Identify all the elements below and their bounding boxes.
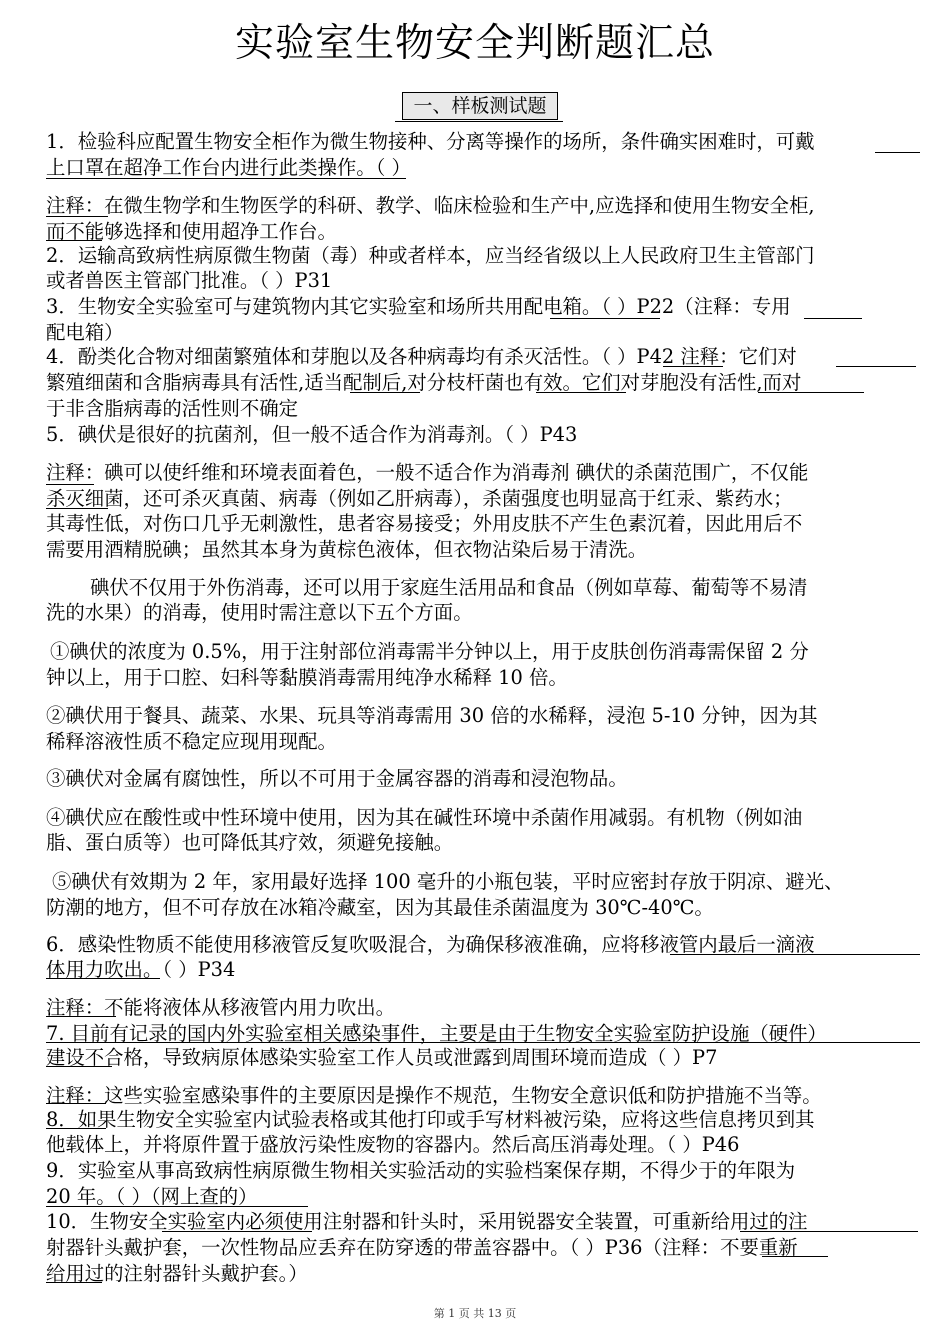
text-line: 2．运输高致病性病原微生物菌（毒）种或者样本，应当经省级以上人民政府卫生主管部门 [46,244,815,267]
text-line: 7. 目前有记录的国内外实验室相关感染事件，主要是由于生物安全实验室防护设施（硬件） [46,1022,827,1045]
text-line: 20 年。（ ）（网上查的） [46,1185,258,1208]
underline-mark [46,216,108,217]
text-line: 10．生物安全实验室内必须使用注射器和针头时，采用锐器安全装置，可重新给用过的注 [46,1210,808,1233]
page-footer: 第 1 页 共 13 页 [433,1307,517,1320]
text-line: 脂、蛋白质等）也可降低其疗效，须避免接触。 [46,831,454,854]
underline-mark [536,392,626,393]
underline-mark [46,508,108,509]
text-line: 需要用酒精脱碘；虽然其本身为黄棕色液体，但衣物沾染后易于清洗。 [46,538,648,561]
text-line: 碘伏不仅用于外伤消毒，还可以用于家庭生活用品和食品（例如草莓、葡萄等不易清 [90,576,808,599]
text-line: 其毒性低，对伤口几乎无刺激性，患者容易接受；外用皮肤不产生色素沉着，因此用后不 [46,512,803,535]
underline-mark [46,1103,106,1104]
text-line: 洗的水果）的消毒，使用时需注意以下五个方面。 [46,601,473,624]
text-line: 稀释溶液性质不稳定应现用现配。 [46,730,337,753]
underline-mark [46,1016,116,1017]
underline-mark [663,366,723,367]
underline-mark [395,121,563,122]
text-line: ⑤碘伏有效期为 2 年，家用最好选择 100 毫升的小瓶包装，平时应密封存放于阴凉、避光、 [52,870,844,893]
underline-mark [46,1066,112,1067]
underline-mark [875,152,920,153]
underline-mark [670,954,920,955]
text-line: 钟以上，用于口腔、妇科等黏膜消毒需用纯净水稀释 10 倍。 [46,666,568,689]
text-line: 注释：不能将液体从移液管内用力吹出。 [46,996,396,1019]
text-line: 于非含脂病毒的活性则不确定 [46,397,299,420]
text-line: 给用过的注射器针头戴护套。） [46,1262,308,1285]
text-line: 4．酚类化合物对细菌繁殖体和芽胞以及各种病毒均有杀灭活性。（ ）P42 注释：它们对 [46,345,797,368]
text-line: ①碘伏的浓度为 0.5%，用于注射部位消毒需半分钟以上，用于皮肤创伤消毒需保留 2 分 [50,640,809,663]
text-line: 上口罩在超净工作台内进行此类操作。（ ） [46,156,411,179]
underline-mark [350,392,420,393]
text-line: 3．生物安全实验室可与建筑物内其它实验室和场所共用配电箱。（ ）P22（注释：专用 [46,295,791,318]
text-line: 6．感染性物质不能使用移液管反复吹吸混合，为确保移液准确，应将移液管内最后一滴液 [46,933,815,956]
text-line: 射器针头戴护套，一次性物品应丢弃在防穿透的带盖容器中。（ ）P36（注释：不要重新 [46,1236,798,1259]
underline-mark [758,392,864,393]
text-line: 9．实验室从事高致病性病原微生物相关实验活动的实验档案保存期，不得少于的年限为 [46,1159,796,1182]
text-line: ③碘伏对金属有腐蚀性，所以不可用于金属容器的消毒和浸泡物品。 [46,767,628,790]
underline-mark [804,318,862,319]
text-line: 而不能够选择和使用超净工作台。 [46,220,337,243]
text-line: 体用力吹出。（ ）P34 [46,958,236,981]
underline-mark [46,484,94,485]
text-line: 注释：在微生物学和生物医学的科研、教学、临床检验和生产中,应选择和使用生物安全柜, [46,194,815,217]
underline-mark [46,1128,106,1129]
underline-mark [46,178,406,179]
text-line: 繁殖细菌和含脂病毒具有活性,适当配制后,对分枝杆菌也有效。它们对芽胞没有活性,而对 [46,371,802,394]
text-line: 杀灭细菌，还可杀灭真菌、病毒（例如乙肝病毒），杀菌强度也明显高于红汞、紫药水； [46,487,793,510]
underline-mark [46,1206,308,1207]
underline-mark [46,240,102,241]
text-line: 1．检验科应配置生物安全柜作为微生物接种、分离等操作的场所，条件确实困难时，可戴 [46,130,815,153]
text-line: 建设不合格，导致病原体感染实验室工作人员或泄露到周围环境而造成（ ）P7 [46,1046,718,1069]
underline-mark [162,1231,312,1232]
underline-mark [46,1282,102,1283]
section-heading: 一、样板测试题 [402,92,558,120]
underline-mark [46,1042,920,1043]
text-line: ④碘伏应在酸性或中性环境中使用，因为其在碱性环境中杀菌作用减弱。有机物（例如油 [46,806,803,829]
text-line: 他载体上，并将原件置于盛放污染性废物的容器内。然后高压消毒处理。（ ）P46 [46,1133,740,1156]
underline-mark [46,978,160,979]
text-line: ②碘伏用于餐具、蔬菜、水果、玩具等消毒需用 30 倍的水稀释，浸泡 5-10 分钟，因为其 [46,704,818,727]
underline-mark [836,366,916,367]
text-line: 5．碘伏是很好的抗菌剂，但一般不适合作为消毒剂。（ ）P43 [46,423,578,446]
text-line: 注释：碘可以使纤维和环境表面着色，一般不适合作为消毒剂 碘伏的杀菌范围广，不仅能 [46,461,809,484]
text-line: 防潮的地方，但不可存放在冰箱冷藏室，因为其最佳杀菌温度为 30℃-40℃。 [46,896,714,919]
text-line: 注释：这些实验室感染事件的主要原因是操作不规范，生物安全意识低和防护措施不当等。 [46,1084,822,1107]
underline-mark [740,1231,918,1232]
text-line: 或者兽医主管部门批准。（ ）P31 [46,269,333,292]
underline-mark [762,1256,828,1257]
text-line: 8．如果生物安全实验室内试验表格或其他打印或手写材料被污染，应将这些信息拷贝到其 [46,1108,815,1131]
text-line: 配电箱） [46,321,124,344]
underline-mark [550,318,660,319]
document-title: 实验室生物安全判断题汇总 [234,21,715,66]
